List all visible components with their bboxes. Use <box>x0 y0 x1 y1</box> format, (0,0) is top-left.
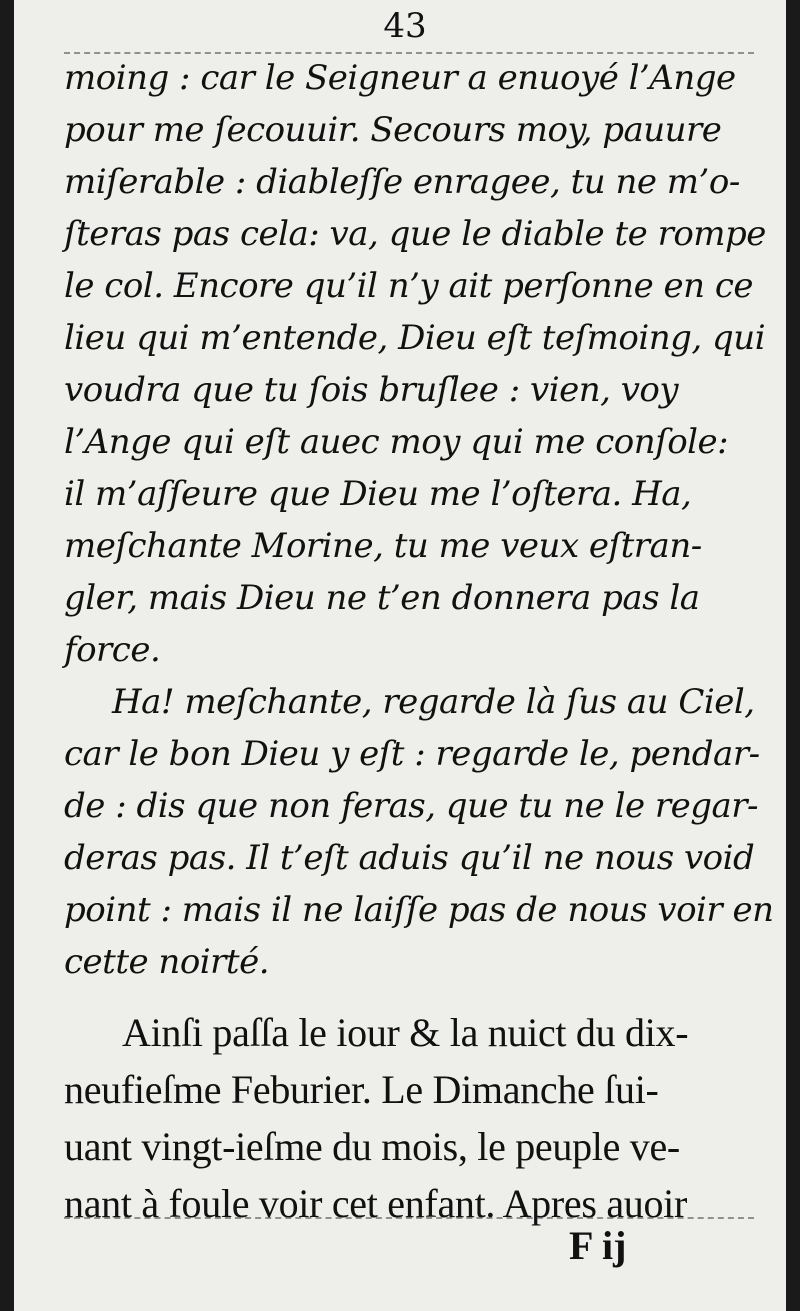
text-line: il m’aſſeure que Dieu me l’oſtera. Ha, <box>64 474 692 514</box>
text-line: point : mais il ne laiſſe pas de nous voir en <box>64 890 774 930</box>
text-line: voudra que tu ſois bruſlee : vien, voy <box>64 370 679 410</box>
text-line: le col. Encore qu’il n’y ait perſonne en ce <box>64 266 753 306</box>
paragraph-start-line: Ainſi paſſa le iour & la nuict du dix- <box>122 1010 689 1055</box>
paragraph-start-line: Ha! meſchante, regarde là ſus au Ciel, <box>112 682 755 722</box>
text-line: deras pas. Il t’eſt aduis qu’il ne nous void <box>64 838 755 878</box>
text-line: moing : car le Seigneur a enuoyé l’Ange <box>64 58 736 98</box>
signature-mark: F ij <box>569 1223 627 1268</box>
text-line: pour me ſecouuir. Secours moy, pauure <box>64 110 722 150</box>
text-line: gler, mais Dieu ne t’en donnera pas la <box>64 578 700 618</box>
page-number: 43 <box>383 6 427 46</box>
page-body <box>64 52 774 1232</box>
text-line: neufieſme Feburier. Le Dimanche ſui- <box>64 1067 659 1112</box>
italic-passage <box>64 52 774 988</box>
text-line: ſteras pas cela: va, que le diable te rompe <box>64 214 766 254</box>
text-line: miſerable : diableſſe enragee, tu ne m’o- <box>64 162 740 202</box>
text-line: de : dis que non feras, que tu ne le regar- <box>64 786 759 826</box>
roman-passage <box>64 1004 754 1232</box>
book-page <box>14 0 786 1311</box>
text-line: force. <box>64 630 161 670</box>
text-line: l’Ange qui eſt auec moy qui me conſole: <box>64 422 729 462</box>
text-line: uant vingt-ieſme du mois, le peuple ve- <box>64 1124 680 1169</box>
text-line: lieu qui m’entende, Dieu eſt teſmoing, qui <box>64 318 766 358</box>
text-line: meſchante Morine, tu me veux eſtran- <box>64 526 702 566</box>
text-line: cette noirté. <box>64 942 270 982</box>
text-line: car le bon Dieu y eſt : regarde le, pendar- <box>64 734 760 774</box>
text-line: nant à foule voir cet enfant. Apres auoir <box>64 1181 688 1226</box>
bottom-rule <box>64 1217 754 1219</box>
